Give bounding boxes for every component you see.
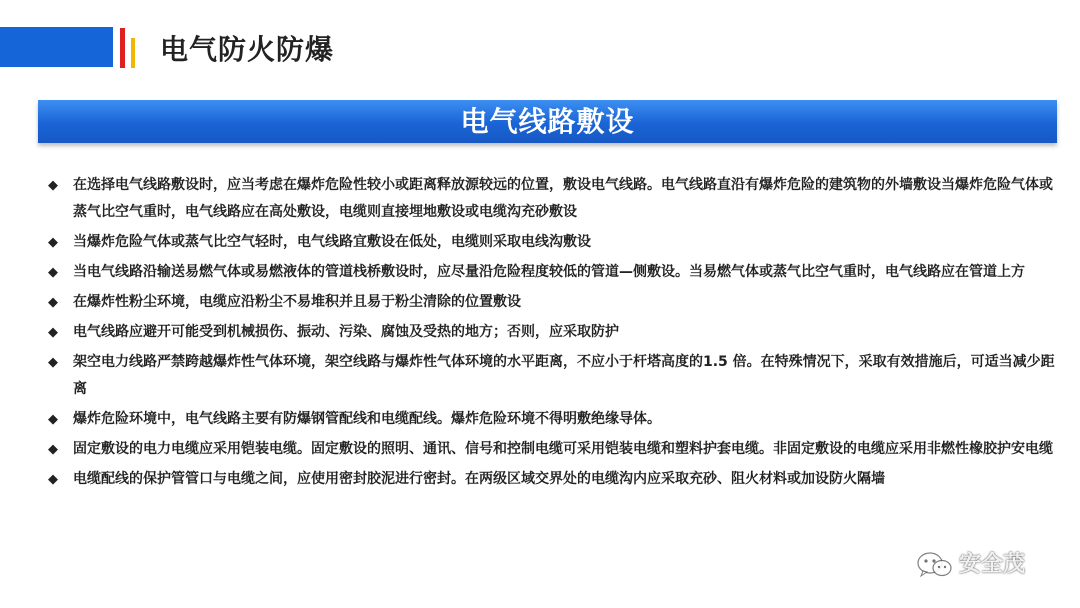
- list-item: [48, 229, 1058, 256]
- diamond-bullet-icon: ◆: [48, 355, 58, 370]
- list-item-text: 架空电力线路严禁跨越爆炸性气体环境，架空线路与爆炸性气体环境的水平距离，不应小于杆塔高度的1.5 倍。在特殊情况下，采取有效措施后，可适当减少距离: [73, 354, 1055, 397]
- list-item-text: 当爆炸危险气体或蒸气比空气轻时，电气线路宜敷设在低处，电缆则采取电线沟敷设: [73, 234, 591, 250]
- section-banner: [38, 100, 1057, 143]
- diamond-bullet-icon: ◆: [48, 472, 58, 487]
- list-item: [48, 172, 1058, 226]
- list-item: [48, 289, 1058, 316]
- watermark: [915, 548, 1055, 582]
- diamond-bullet-icon: ◆: [48, 178, 58, 193]
- header-accent-red: [120, 28, 125, 68]
- list-item-text: 在选择电气线路敷设时，应当考虑在爆炸危险性较小或距离释放源较远的位置，敷设电气线路。电气线路直沿有爆炸危险的建筑物的外墙敷设当爆炸危险气体或蒸气比空气重时，电气线路应在高处敷设，电缆则直接埋地敷设或电缆沟充砂敷设: [73, 177, 1053, 220]
- page-title: 电气防火防爆: [160, 33, 335, 66]
- diamond-bullet-icon: ◆: [48, 325, 58, 340]
- list-item-text: 爆炸危险环境中，电气线路主要有防爆钢管配线和电缆配线。爆炸危险环境不得明敷绝缘导体。: [73, 411, 661, 427]
- section-title: 电气线路敷设: [460, 105, 635, 138]
- diamond-bullet-icon: ◆: [48, 265, 58, 280]
- list-item: [48, 319, 1058, 346]
- bullet-list: [48, 172, 1058, 496]
- list-item: [48, 349, 1058, 403]
- list-item-text: 固定敷设的电力电缆应采用铠装电缆。固定敷设的照明、通讯、信号和控制电缆可采用铠装电缆和塑料护套电缆。非固定敷设的电缆应采用非燃性橡胶护安电缆: [73, 441, 1053, 457]
- list-item: [48, 436, 1058, 463]
- list-item-text: 电气线路应避开可能受到机械损伤、振动、污染、腐蚀及受热的地方；否则，应采取防护: [73, 324, 619, 340]
- list-item-text: 在爆炸性粉尘环境，电缆应沿粉尘不易堆积并且易于粉尘清除的位置敷设: [73, 294, 521, 310]
- wechat-icon: [915, 550, 955, 580]
- list-item: [48, 466, 1058, 493]
- list-item: [48, 259, 1058, 286]
- list-item-text: 电缆配线的保护管管口与电缆之间，应使用密封胶泥进行密封。在两级区域交界处的电缆沟内应采取充砂、阻火材料或加设防火隔墙: [73, 471, 885, 487]
- header-accent-yellow: [131, 38, 135, 68]
- diamond-bullet-icon: ◆: [48, 235, 58, 250]
- list-item-text: 当电气线路沿输送易燃气体或易燃液体的管道栈桥敷设时，应尽量沿危险程度较低的管道—侧敷设。当易燃气体或蒸气比空气重时，电气线路应在管道上方: [73, 264, 1025, 280]
- header-accent-blue: [0, 27, 113, 67]
- list-item: [48, 406, 1058, 433]
- diamond-bullet-icon: ◆: [48, 412, 58, 427]
- diamond-bullet-icon: ◆: [48, 442, 58, 457]
- diamond-bullet-icon: ◆: [48, 295, 58, 310]
- watermark-text: 安全茂: [959, 552, 1026, 577]
